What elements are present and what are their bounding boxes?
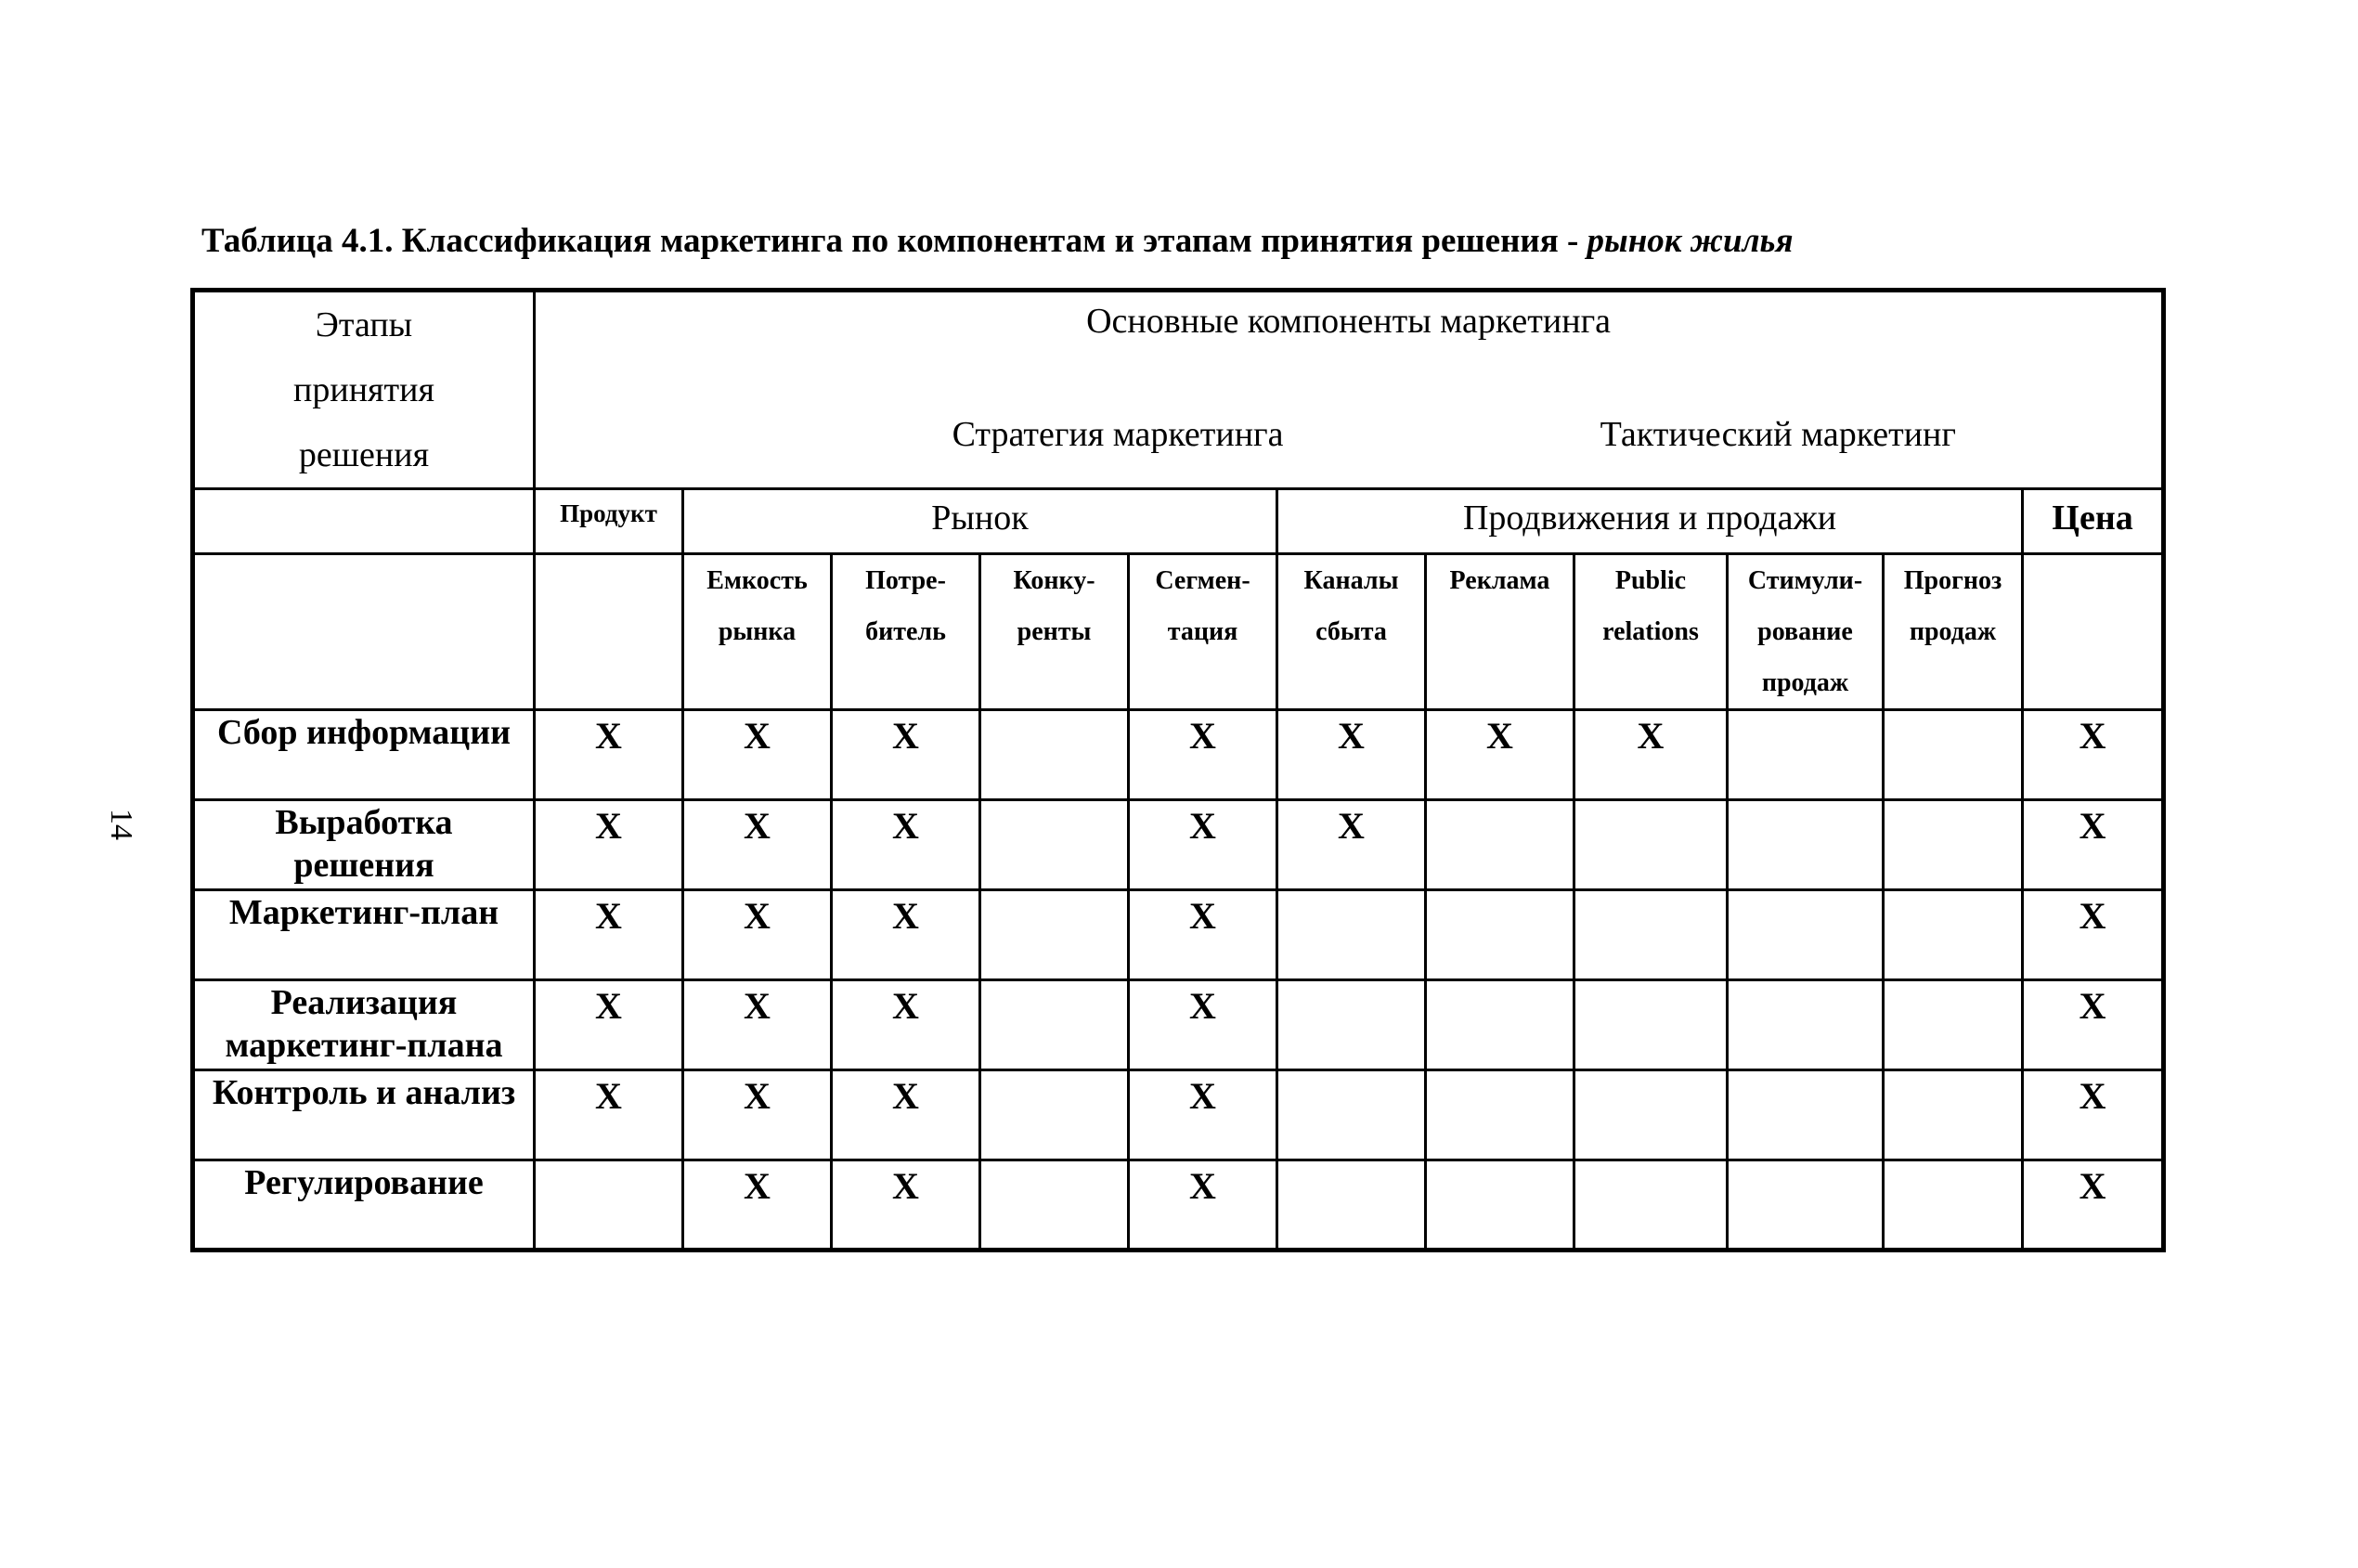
mark-cell: X	[1277, 710, 1426, 800]
table-caption-emphasis: рынок жилья	[1587, 222, 1794, 260]
mark-cell	[1574, 980, 1728, 1070]
table-row	[193, 710, 2164, 800]
column-header-line: продаж	[1909, 617, 1997, 646]
stage-cell	[193, 710, 535, 800]
column-header-line: сбыта	[1315, 617, 1387, 646]
column-header	[1884, 554, 2023, 710]
empty-cell	[2023, 554, 2164, 710]
mark-cell	[1277, 980, 1426, 1070]
column-header-line: Стимули-	[1747, 566, 1863, 595]
column-header-line: тация	[1167, 617, 1238, 646]
mark-cell	[1574, 1160, 1728, 1251]
column-header	[1129, 554, 1277, 710]
mark-cell: X	[2023, 1160, 2164, 1251]
header-row-groups	[193, 489, 2164, 554]
mark-cell: X	[2023, 1070, 2164, 1160]
mark-cell: X	[683, 1070, 832, 1160]
group-market: Рынок	[683, 489, 1277, 554]
mark-cell	[980, 710, 1129, 800]
table-row	[193, 1160, 2164, 1251]
mark-cell	[1574, 800, 1728, 890]
table-row	[193, 890, 2164, 980]
mark-cell	[1884, 1070, 2023, 1160]
empty-cell	[193, 554, 535, 710]
mark-cell: X	[832, 710, 980, 800]
mark-cell: X	[2023, 710, 2164, 800]
mark-cell: X	[832, 890, 980, 980]
mark-cell: X	[1129, 890, 1277, 980]
table-body	[193, 710, 2164, 1251]
mark-cell: X	[832, 800, 980, 890]
column-header	[1277, 554, 1426, 710]
column-header-line: битель	[865, 617, 946, 646]
stage-cell	[193, 890, 535, 980]
mark-cell	[1426, 1160, 1574, 1251]
table-caption	[201, 221, 2170, 261]
mark-cell	[1426, 890, 1574, 980]
tactics-label: Тактический маркетинг	[1600, 415, 1956, 454]
mark-cell	[1426, 800, 1574, 890]
mark-cell	[980, 1160, 1129, 1251]
column-header	[1574, 554, 1728, 710]
mark-cell	[1884, 980, 2023, 1070]
mark-cell	[1728, 800, 1884, 890]
mark-cell: X	[683, 890, 832, 980]
stages-header-line: Этапы	[315, 305, 413, 344]
mark-cell: X	[683, 800, 832, 890]
mark-cell: X	[683, 980, 832, 1070]
mark-cell	[1728, 1070, 1884, 1160]
group-product: Продукт	[535, 489, 683, 554]
mark-cell: X	[2023, 890, 2164, 980]
page-number: 14	[104, 809, 138, 840]
header-row-main	[193, 291, 2164, 489]
mark-cell: X	[683, 710, 832, 800]
mark-cell	[1574, 890, 1728, 980]
column-header	[832, 554, 980, 710]
column-header-line: Реклама	[1449, 566, 1550, 595]
mark-cell	[1426, 980, 1574, 1070]
stages-header-cell	[193, 291, 535, 489]
column-header	[1426, 554, 1574, 710]
stages-header-line: решения	[298, 435, 430, 474]
column-header-line: ренты	[1017, 617, 1092, 646]
column-header-line: Public	[1614, 566, 1687, 595]
column-header	[1728, 554, 1884, 710]
mark-cell: X	[535, 710, 683, 800]
classification-table	[190, 288, 2166, 1252]
mark-cell: X	[1426, 710, 1574, 800]
empty-cell	[535, 554, 683, 710]
mark-cell: X	[832, 980, 980, 1070]
table-row	[193, 1070, 2164, 1160]
header-row-columns	[193, 554, 2164, 710]
column-header-line: Конку-	[1013, 566, 1095, 595]
strategy-label: Стратегия маркетинга	[952, 415, 1284, 454]
mark-cell	[1728, 980, 1884, 1070]
column-header-line: Потре-	[865, 566, 946, 595]
mark-cell	[1277, 890, 1426, 980]
mark-cell	[980, 890, 1129, 980]
mark-cell: X	[1129, 800, 1277, 890]
mark-cell	[980, 980, 1129, 1070]
group-promotion: Продвижения и продажи	[1277, 489, 2023, 554]
mark-cell: X	[832, 1070, 980, 1160]
stage-cell	[193, 1070, 535, 1160]
mark-cell	[535, 1160, 683, 1251]
mark-cell	[1884, 710, 2023, 800]
main-components-header	[535, 291, 2164, 489]
column-header	[683, 554, 832, 710]
mark-cell	[1884, 800, 2023, 890]
mark-cell	[980, 800, 1129, 890]
column-header-line: продаж	[1761, 668, 1849, 697]
column-header-line: Сегмен-	[1155, 566, 1250, 595]
stage-label: Сбор информации	[217, 713, 511, 752]
stage-label: Регулирование	[244, 1163, 484, 1202]
stage-label: Реализация	[270, 983, 458, 1022]
table-caption-main: Таблица 4.1. Классификация маркетинга по компонентам и этапам принятия решения -	[201, 222, 1587, 260]
mark-cell	[1884, 1160, 2023, 1251]
column-header-line: рование	[1757, 617, 1853, 646]
stage-label: Маркетинг-план	[228, 893, 499, 932]
column-header-line: Каналы	[1303, 566, 1399, 595]
table-row	[193, 800, 2164, 890]
stage-cell	[193, 800, 535, 890]
stage-cell	[193, 980, 535, 1070]
mark-cell	[1728, 1160, 1884, 1251]
mark-cell: X	[535, 800, 683, 890]
mark-cell: X	[2023, 800, 2164, 890]
column-header	[980, 554, 1129, 710]
column-header-line: Прогноз	[1903, 566, 2002, 595]
stage-label: маркетинг-плана	[225, 1026, 503, 1065]
column-header-line: relations	[1602, 617, 1699, 646]
column-header-line: рынка	[718, 617, 797, 646]
mark-cell	[1728, 710, 1884, 800]
stage-label: Контроль и анализ	[212, 1073, 516, 1112]
stage-label: Выработка	[275, 803, 453, 842]
stages-header-line: принятия	[293, 370, 434, 409]
group-price: Цена	[2023, 489, 2164, 554]
empty-cell	[193, 489, 535, 554]
mark-cell	[1277, 1070, 1426, 1160]
mark-cell	[1574, 1070, 1728, 1160]
mark-cell: X	[1129, 1160, 1277, 1251]
mark-cell	[1728, 890, 1884, 980]
mark-cell	[1426, 1070, 1574, 1160]
mark-cell: X	[832, 1160, 980, 1251]
main-components-title: Основные компоненты маркетинга	[1086, 302, 1612, 341]
mark-cell: X	[535, 1070, 683, 1160]
mark-cell: X	[1574, 710, 1728, 800]
mark-cell: X	[1129, 980, 1277, 1070]
mark-cell: X	[1129, 1070, 1277, 1160]
mark-cell: X	[2023, 980, 2164, 1070]
mark-cell	[980, 1070, 1129, 1160]
column-header-line: Емкость	[706, 566, 808, 595]
stage-label: решения	[293, 846, 434, 885]
mark-cell	[1277, 1160, 1426, 1251]
mark-cell: X	[535, 890, 683, 980]
mark-cell	[1884, 890, 2023, 980]
mark-cell: X	[683, 1160, 832, 1251]
mark-cell: X	[535, 980, 683, 1070]
mark-cell: X	[1277, 800, 1426, 890]
table-row	[193, 980, 2164, 1070]
mark-cell: X	[1129, 710, 1277, 800]
stage-cell	[193, 1160, 535, 1251]
